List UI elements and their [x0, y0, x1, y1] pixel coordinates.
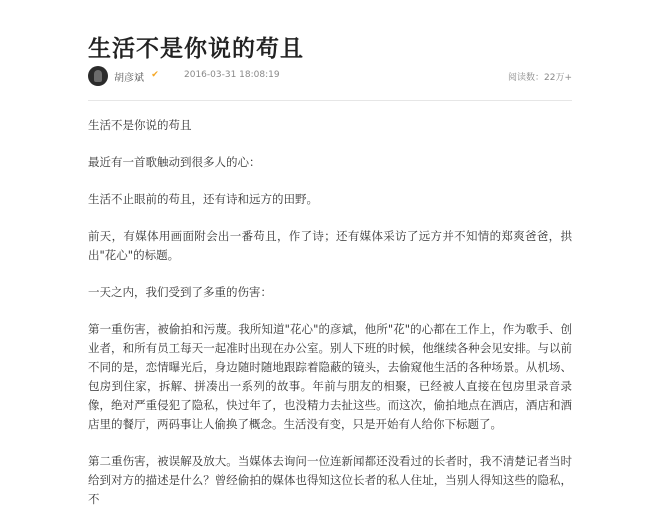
paragraph: 最近有一首歌触动到很多人的心： — [88, 155, 261, 169]
avatar[interactable] — [88, 66, 108, 86]
verified-badge-icon: ✔ — [151, 70, 159, 80]
article-body — [88, 116, 572, 527]
header-divider — [88, 100, 572, 101]
author-info-row — [88, 66, 572, 92]
article-title: 生活不是你说的苟且 — [88, 36, 304, 62]
paragraph: 前天，有媒体用画面附会出一番苟且，作了诗；还有媒体采访了远方并不知情的郑爽爸爸，拱出"花心"的标题。 — [88, 229, 572, 262]
paragraph: 生活不止眼前的苟且，还有诗和远方的田野。 — [88, 192, 318, 206]
publish-date: 2016-03-31 18:08:19 — [184, 70, 280, 80]
paragraph: 生活不是你说的苟且 — [88, 118, 192, 132]
author-name[interactable]: 胡彦斌 — [114, 73, 144, 84]
view-count: 阅读数：22万+ — [508, 73, 572, 83]
paragraph: 第二重伤害，被误解及放大。当媒体去询问一位连新闻都还没看过的长者时，我不清楚记者当时给到对方的描述是什么？曾经偷拍的媒体也得知这位长者的私人住址，当别人得知这些的隐私，不 — [88, 454, 572, 506]
paragraph: 第一重伤害，被偷拍和污蔑。我所知道"花心"的彦斌，他所"花"的心都在工作上，作为歌手、创业者，和所有员工每天一起准时出现在办公室。别人下班的时候，他继续各种会见安排。与以前不同的是，恋情曝光后，身边随时随地跟踪着隐蔽的镜头，去偷窥他生活的各种场景。从机场、包房到住家，拆解、拼凑出一系列的故事。年前与朋友的相聚，已经被人直接在包房里录音录像，绝对严重侵犯了隐私，快过年了，也没精力去扯这些。而这次，偷拍地点在酒店，酒店和酒店里的餐厅，两码事让人偷换了概念。生活没有变，只是开始有人给你下标题了。 — [88, 322, 572, 431]
paragraph: 一天之内，我们受到了多重的伤害： — [88, 285, 272, 299]
